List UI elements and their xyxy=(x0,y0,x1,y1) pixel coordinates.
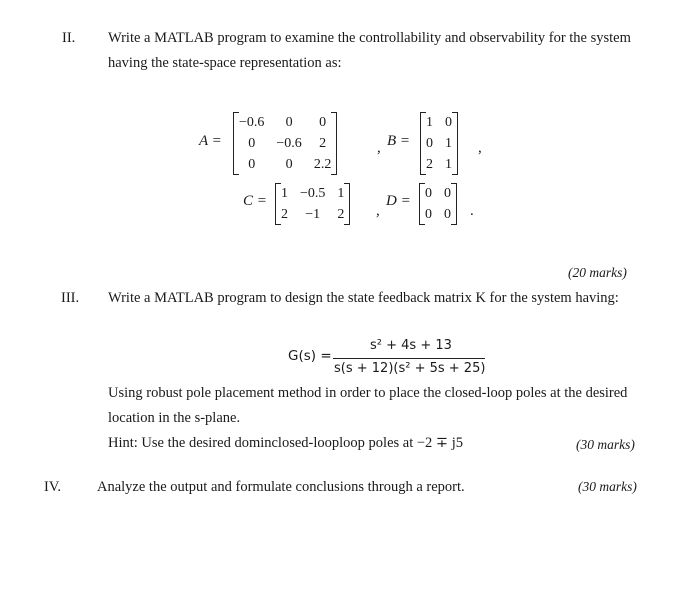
matrix-a-cell: 0 xyxy=(248,156,256,172)
matrix-d-cell: 0 xyxy=(425,206,432,222)
section-ii-line2: having the state-space representation as: xyxy=(108,55,342,71)
matrix-a-row xyxy=(233,112,337,133)
section-iii-para-line2: location in the s-plane. xyxy=(108,410,241,426)
matrix-a-cell: 0 xyxy=(248,135,256,151)
transfer-function-label: G(s) = xyxy=(288,348,332,364)
matrix-c-cell: −0.5 xyxy=(300,185,326,201)
section-iii-line1: Write a MATLAB program to design the state feedback matrix K for the system having: xyxy=(108,290,619,306)
matrix-b-cell: 0 xyxy=(445,114,452,130)
matrix-c-cell: −1 xyxy=(305,206,321,222)
matrix-d-cell: 0 xyxy=(444,206,451,222)
section-ii-text xyxy=(108,26,631,76)
matrix-c-cell: 1 xyxy=(281,185,288,201)
matrix-a-cell: −0.6 xyxy=(239,114,265,130)
section-ii-line1: Write a MATLAB program to examine the controllability and observability for the system xyxy=(108,30,631,46)
matrix-a-cell: 2.2 xyxy=(313,156,332,172)
matrix-d xyxy=(419,183,457,225)
end-period: . xyxy=(470,203,474,219)
separator-c-d: , xyxy=(376,203,380,219)
separator-a-b: , xyxy=(377,140,381,156)
matrix-a-cell: 0 xyxy=(285,114,293,130)
matrix-a-row xyxy=(233,133,337,154)
matrix-a xyxy=(233,112,337,175)
transfer-function-numerator: s² + 4s + 13 xyxy=(370,338,452,353)
section-iv-numeral: IV. xyxy=(44,479,62,495)
matrix-b-label: B = xyxy=(387,133,411,149)
section-iv-text: Analyze the output and formulate conclusions through a report. xyxy=(97,479,465,495)
transfer-function-denominator: s(s + 12)(s² + 5s + 25) xyxy=(334,361,486,376)
separator-b-end: , xyxy=(478,140,482,156)
matrix-c xyxy=(275,183,350,225)
matrix-c-cell: 2 xyxy=(281,206,288,222)
matrix-b xyxy=(420,112,458,175)
section-iii-numeral: III. xyxy=(61,290,80,306)
matrix-a-cell: −0.6 xyxy=(276,135,302,151)
matrix-c-row xyxy=(275,204,350,225)
section-iii-paragraph xyxy=(108,381,627,456)
matrix-a-row xyxy=(233,154,337,175)
matrix-b-cell: 1 xyxy=(445,156,452,172)
matrix-b-cell: 2 xyxy=(426,156,433,172)
section-iii-para-line1: Using robust pole placement method in order to place the closed-loop poles at the desired xyxy=(108,385,628,401)
matrix-d-label: D = xyxy=(386,193,411,209)
matrix-a-cell: 2 xyxy=(319,135,327,151)
section-iii-marks: (30 marks) xyxy=(576,437,635,452)
section-ii-marks: (20 marks) xyxy=(568,265,627,280)
matrix-c-row xyxy=(275,183,350,204)
matrix-b-cell: 1 xyxy=(426,114,433,130)
fraction-bar xyxy=(333,358,485,359)
matrix-d-cell: 0 xyxy=(444,185,451,201)
matrix-d-cell: 0 xyxy=(425,185,432,201)
matrix-c-cell: 2 xyxy=(337,206,345,222)
matrix-a-cell: 0 xyxy=(319,114,327,130)
matrix-a-label: A = xyxy=(199,133,222,149)
section-iv-marks: (30 marks) xyxy=(578,479,637,494)
matrix-c-cell: 1 xyxy=(337,185,345,201)
section-iii-hint: Hint: Use the desired dominclosed-looploop poles at −2 ∓ j5 xyxy=(108,435,463,451)
matrix-a-cell: 0 xyxy=(285,156,293,172)
matrix-b-cell: 0 xyxy=(426,135,433,151)
section-ii-numeral: II. xyxy=(62,30,76,46)
matrix-b-cell: 1 xyxy=(445,135,452,151)
matrix-c-label: C = xyxy=(243,193,267,209)
